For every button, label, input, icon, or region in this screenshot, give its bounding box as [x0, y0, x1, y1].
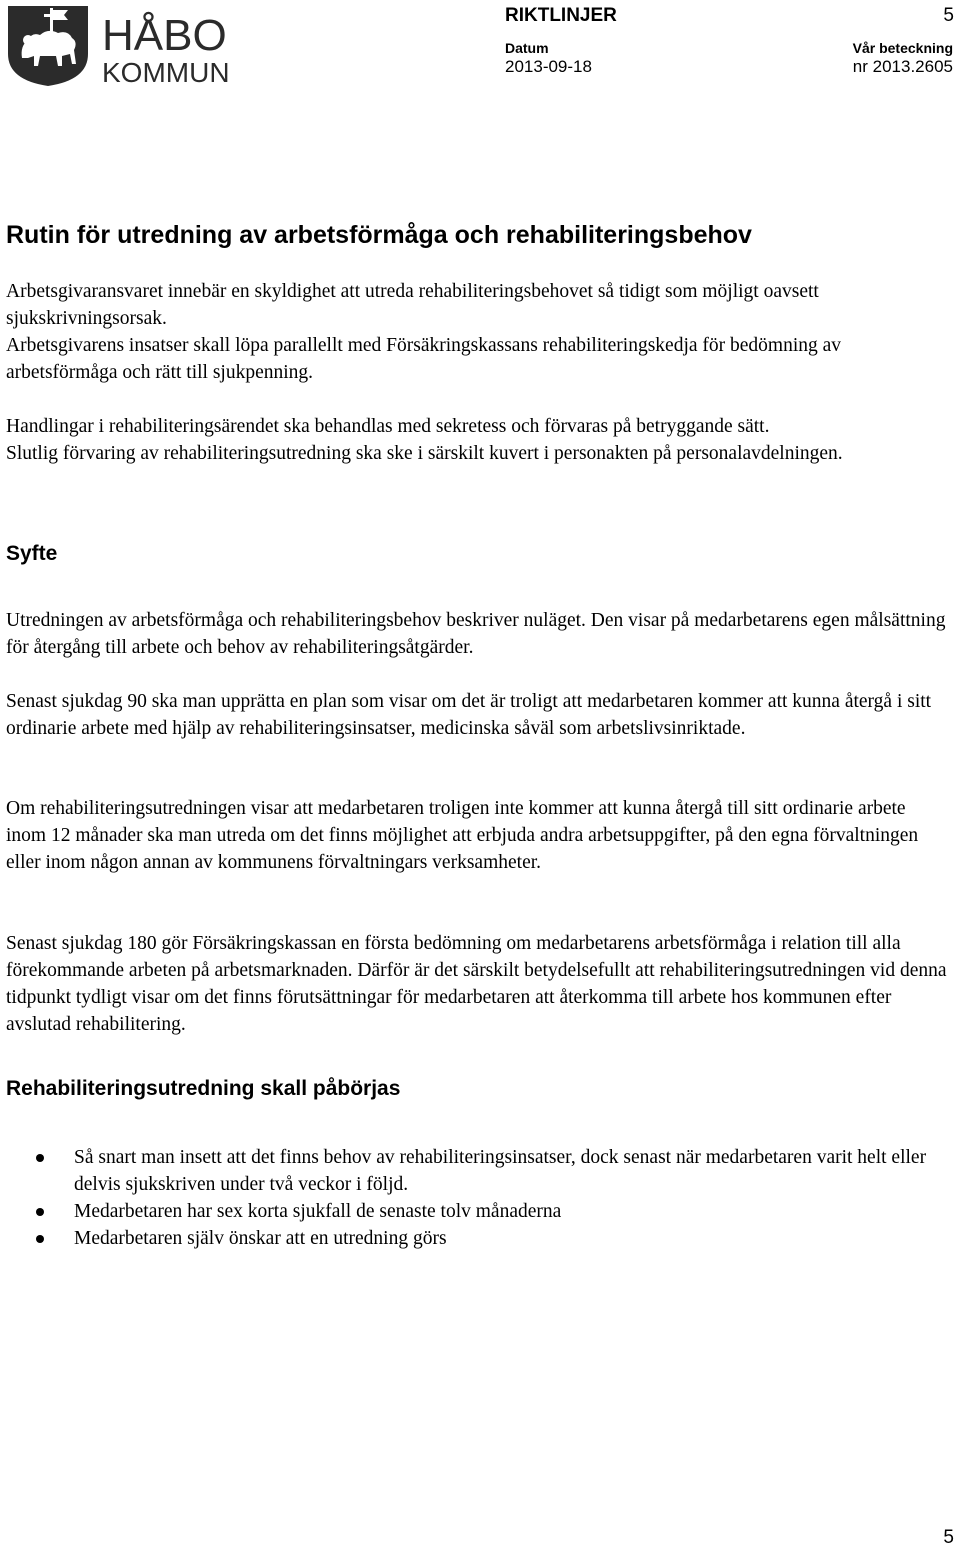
paragraph-final-storage: Slutlig förvaring av rehabiliteringsutredning ska ske i särskilt kuvert i personakten på personalavdelningen. — [6, 443, 843, 464]
list-item: Medarbetaren har sex korta sjukfall de senaste tolv månaderna — [0, 1198, 940, 1225]
paragraph-sick-day-90: Senast sjukdag 90 ska man upprätta en plan som visar om det är troligt att medarbetaren kommer att kunna återgå i sitt ordinarie arbete med hjälp av rehabiliteringsinsatser, medicinska såväl som arbetslivsinriktade. — [6, 691, 932, 739]
page-number-header: 5 — [943, 5, 954, 26]
municipality-emblem-icon — [6, 2, 236, 86]
paragraph-employer-responsibility: Arbetsgivaransvaret innebär en skyldighet att utreda rehabiliteringsbehovet så tidigt som möjligt oavsett sjukskrivningsorsak. — [6, 281, 819, 329]
document-type: RIKTLINJER — [505, 5, 617, 26]
date-value: 2013-09-18 — [505, 57, 592, 76]
list-item: Så snart man insett att det finns behov av rehabiliteringsinsatser, dock senast när medarbetaren varit helt eller delvis sjukskriven under två veckor i följd. — [0, 1144, 940, 1198]
date-label: Datum — [505, 40, 549, 56]
svg-text:KOMMUN: KOMMUN — [102, 57, 230, 86]
list-item: Medarbetaren själv önskar att en utredning görs — [0, 1225, 940, 1252]
rehab-criteria-list — [0, 1144, 940, 1252]
section-heading-rehab-start: Rehabiliteringsutredning skall påbörjas — [6, 1077, 401, 1100]
paragraph-parallel-efforts: Arbetsgivarens insatser skall löpa parallellt med Försäkringskassans rehabiliteringskedja för bedömning av arbetsförmåga och rätt till sjukpenning. — [6, 335, 842, 383]
habo-kommun-logo — [6, 2, 236, 86]
paragraph-sick-day-180: Senast sjukdag 180 gör Försäkringskassan en första bedömning om medarbetarens arbetsförmåga i relation till alla förekommande arbeten på arbetsmarknaden. Därför är det särskilt betydelsefullt att rehabiliteringsutredningen vid denna tidpunkt tydligt visar om det finns förutsättningar för medarbetaren att återkomma till arbete hos kommunen efter avslutad rehabilitering. — [6, 933, 947, 1035]
paragraph-purpose: Utredningen av arbetsförmåga och rehabiliteringsbehov beskriver nuläget. Den visar på medarbetarens egen målsättning för återgång till arbete och behov av rehabiliteringsåtgärder. — [6, 610, 946, 658]
paragraph-other-duties: Om rehabiliteringsutredningen visar att medarbetaren troligen inte kommer att kunna återgå till sitt ordinarie arbete inom 12 månader ska man utreda om det finns möjlighet att erbjuda andra arbetsuppgifter, på den egna förvaltningen eller inom någon annan av kommunens förvaltningars verksamheter. — [6, 798, 919, 873]
page-number-footer: 5 — [943, 1527, 954, 1548]
section-heading-syfte: Syfte — [6, 542, 58, 565]
page-title: Rutin för utredning av arbetsförmåga och rehabiliteringsbehov — [6, 221, 752, 249]
svg-text:HÅBO: HÅBO — [102, 11, 227, 60]
reference-value: nr 2013.2605 — [852, 57, 953, 76]
reference-label: Vår beteckning — [852, 40, 953, 56]
paragraph-confidentiality: Handlingar i rehabiliteringsärendet ska behandlas med sekretess och förvaras på betryggande sätt. — [6, 416, 770, 437]
